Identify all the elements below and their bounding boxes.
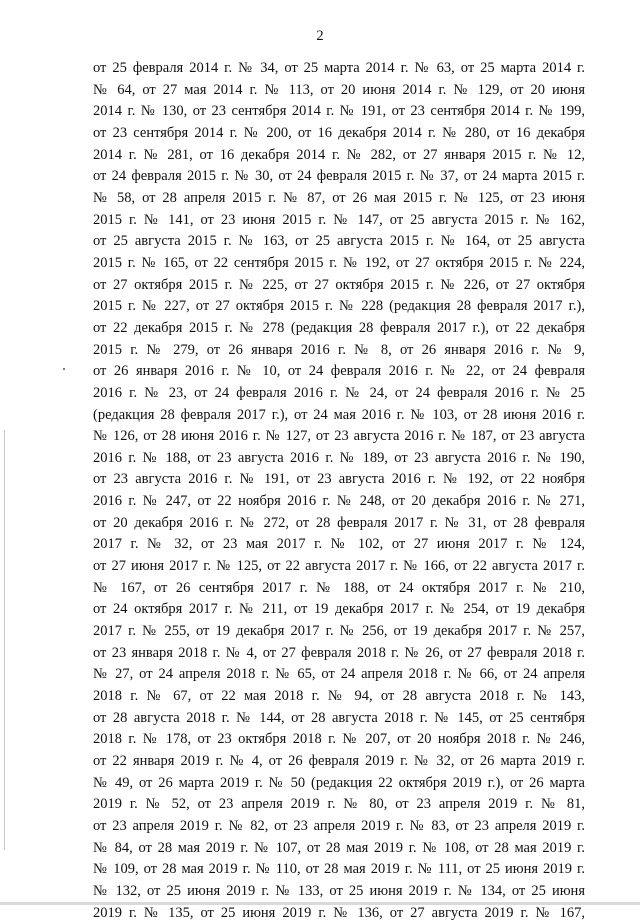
text-line: 2015 г. № 279, от 26 января 2016 г. № 8, от 26 января 2016 г. № 9, (93, 341, 585, 358)
text-line: (редакция 28 февраля 2017 г.), от 24 мая 2016 г. № 103, от 28 июня 2016 г. (93, 406, 585, 423)
text-line: № 126, от 28 июня 2016 г. № 127, от 23 августа 2016 г. № 187, от 23 августа (93, 428, 585, 445)
text-line: № 84, от 28 мая 2019 г. № 107, от 28 мая 2019 г. № 108, от 28 мая 2019 г. (93, 839, 585, 856)
text-line: № 132, от 25 июня 2019 г. № 133, от 25 июня 2019 г. № 134, от 25 июня (93, 882, 585, 899)
text-line: от 22 января 2019 г. № 4, от 26 февраля 2019 г. № 32, от 26 марта 2019 г. (93, 753, 585, 769)
text-line: № 49, от 26 марта 2019 г. № 50 (редакция 22 октября 2019 г.), от 26 марта (93, 774, 585, 791)
text-line: 2015 г. № 141, от 23 июня 2015 г. № 147, от 25 августа 2015 г. № 162, (93, 211, 585, 228)
text-line: № 64, от 27 мая 2014 г. № 113, от 20 июня 2014 г. № 129, от 20 июня (93, 81, 585, 98)
text-line: № 167, от 26 сентября 2017 г. № 188, от 24 октября 2017 г. № 210, (93, 579, 585, 596)
text-line: от 20 декабря 2016 г. № 272, от 28 февраля 2017 г. № 31, от 28 февраля (93, 514, 585, 531)
text-line: 2016 г. № 23, от 24 февраля 2016 г. № 24, от 24 февраля 2016 г. № 25 (93, 384, 585, 401)
text-line: от 22 декабря 2015 г. № 278 (редакция 28 февраля 2017 г.), от 22 декабря (93, 319, 585, 336)
text-line: 2016 г. № 188, от 23 августа 2016 г. № 189, от 23 августа 2016 г. № 190, (93, 449, 585, 466)
text-line: 2015 г. № 227, от 27 октября 2015 г. № 228 (редакция 28 февраля 2017 г.), (93, 298, 585, 315)
text-line: № 58, от 28 апреля 2015 г. № 87, от 26 мая 2015 г. № 125, от 23 июня (93, 189, 585, 206)
text-line: 2019 г. № 52, от 23 апреля 2019 г. № 80, от 23 апреля 2019 г. № 81, (93, 796, 585, 813)
text-line: от 27 октября 2015 г. № 225, от 27 октября 2015 г. № 226, от 27 октября (93, 276, 585, 293)
text-line: 2019 г. № 135, от 25 июня 2019 г. № 136, от 27 августа 2019 г. № 167, (93, 904, 585, 921)
text-line: от 28 августа 2018 г. № 144, от 28 августа 2018 г. № 145, от 25 сентября (93, 709, 585, 726)
text-line: от 23 августа 2016 г. № 191, от 23 августа 2016 г. № 192, от 22 ноября (93, 471, 585, 488)
page-number: 2 (316, 28, 324, 44)
scan-speck (63, 368, 65, 370)
text-line: от 27 июня 2017 г. № 125, от 22 августа 2017 г. № 166, от 22 августа 2017 г. (93, 558, 585, 575)
text-line: от 25 февраля 2014 г. № 34, от 25 марта 2014 г. № 63, от 25 марта 2014 г. (93, 60, 585, 76)
text-line: от 26 января 2016 г. № 10, от 24 февраля 2016 г. № 22, от 24 февраля (93, 363, 585, 380)
text-line: 2014 г. № 130, от 23 сентября 2014 г. № 191, от 23 сентября 2014 г. № 199, (93, 103, 585, 120)
text-line: 2014 г. № 281, от 16 декабря 2014 г. № 282, от 27 января 2015 г. № 12, (93, 146, 585, 163)
text-line: от 24 февраля 2015 г. № 30, от 24 февраля 2015 г. № 37, от 24 марта 2015 г. (93, 168, 585, 185)
text-line: 2015 г. № 165, от 22 сентября 2015 г. № 192, от 27 октября 2015 г. № 224, (93, 254, 585, 271)
text-line: 2018 г. № 67, от 22 мая 2018 г. № 94, от 28 августа 2018 г. № 143, (93, 688, 585, 705)
scan-edge-mark (4, 430, 5, 850)
text-line: 2016 г. № 247, от 22 ноября 2016 г. № 248, от 20 декабря 2016 г. № 271, (93, 493, 585, 510)
text-line: 2018 г. № 178, от 23 октября 2018 г. № 207, от 20 ноября 2018 г. № 246, (93, 731, 585, 748)
text-line: от 23 сентября 2014 г. № 200, от 16 декабря 2014 г. № 280, от 16 декабря (93, 124, 585, 141)
body-text (93, 58, 585, 924)
text-line: от 23 января 2018 г. № 4, от 27 февраля 2018 г. № 26, от 27 февраля 2018 г. (93, 644, 585, 661)
text-line: от 24 октября 2017 г. № 211, от 19 декабря 2017 г. № 254, от 19 декабря (93, 601, 585, 618)
text-line: от 25 августа 2015 г. № 163, от 25 августа 2015 г. № 164, от 25 августа (93, 233, 585, 250)
text-line: № 27, от 24 апреля 2018 г. № 65, от 24 апреля 2018 г. № 66, от 24 апреля (93, 666, 585, 683)
text-line: 2017 г. № 255, от 19 декабря 2017 г. № 256, от 19 декабря 2017 г. № 257, (93, 623, 585, 640)
text-line: № 109, от 28 мая 2019 г. № 110, от 28 мая 2019 г. № 111, от 25 июня 2019 г. (93, 861, 585, 878)
text-line: 2017 г. № 32, от 23 мая 2017 г. № 102, от 27 июня 2017 г. № 124, (93, 536, 585, 553)
text-line: от 23 апреля 2019 г. № 82, от 23 апреля 2019 г. № 83, от 23 апреля 2019 г. (93, 817, 585, 834)
